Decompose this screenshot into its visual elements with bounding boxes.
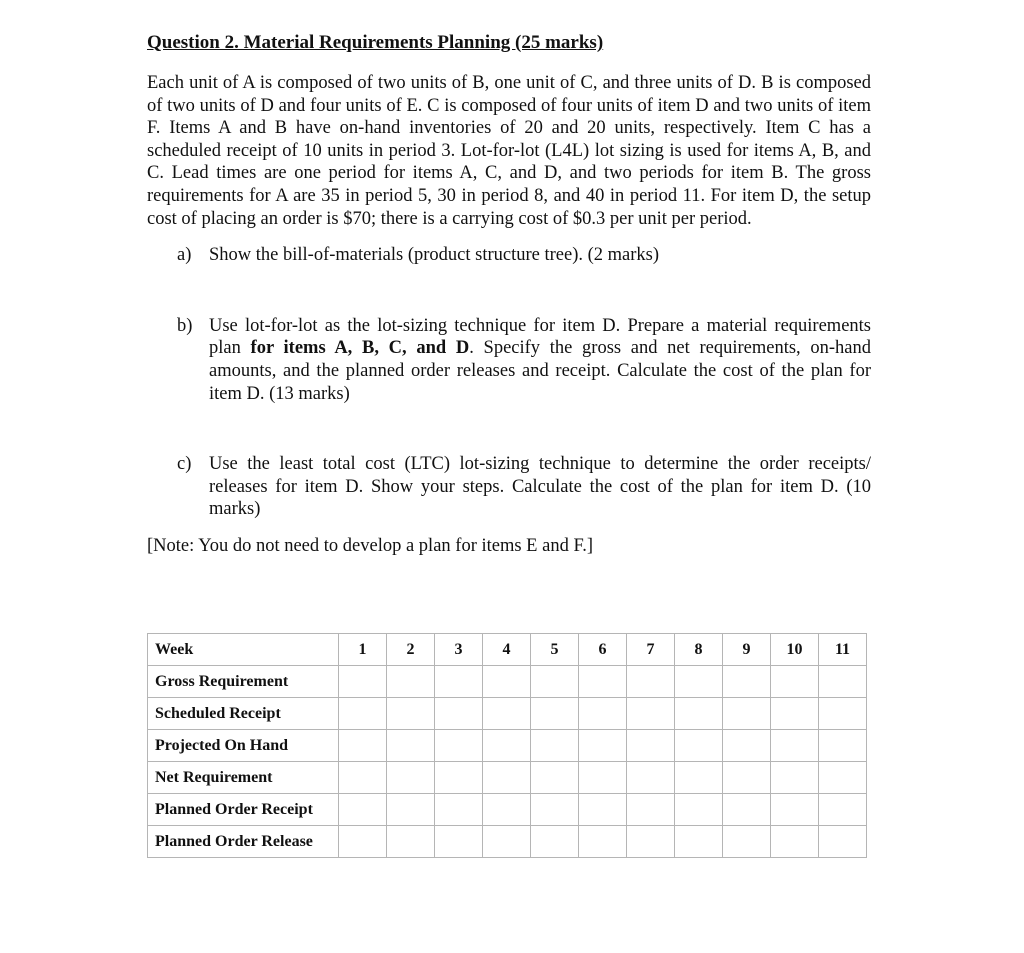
- table-cell: [627, 666, 675, 698]
- week-header-2: 2: [387, 634, 435, 666]
- table-cell: [627, 730, 675, 762]
- week-header-1: 1: [339, 634, 387, 666]
- question-intro: Each unit of A is composed of two units of B, one unit of C, and three units of D. B is composed of two units of D and four units of E. C is composed of four units of item D and two units of item F. Items A and B have on-hand inventories of 20 and 20 units, respectively. Item C has a scheduled receipt of 10 units in period 3. Lot-for-lot (L4L) lot sizing is used for items A, B, and C. Lead times are one period for items A, C, and D, and two periods for item B. The gross requirements for A are 35 in period 5, 30 in period 8, and 40 in period 11. For item D, the setup cost of placing an order is $70; there is a carrying cost of $0.3 per unit per period.: [147, 73, 871, 229]
- table-cell: [339, 730, 387, 762]
- part-c: [177, 453, 871, 521]
- table-cell: [771, 794, 819, 826]
- week-header-3: 3: [435, 634, 483, 666]
- table-cell: [819, 730, 867, 762]
- table-cell: [723, 762, 771, 794]
- table-cell: [435, 826, 483, 858]
- mrp-header-row: [148, 634, 867, 666]
- table-cell: [675, 666, 723, 698]
- table-cell: [819, 826, 867, 858]
- row-label: Projected On Hand: [148, 730, 339, 762]
- mrp-table: [147, 633, 867, 858]
- part-a-label: a): [177, 245, 192, 266]
- part-b-text-bold: for items A, B, C, and D: [250, 338, 470, 359]
- table-cell: [531, 826, 579, 858]
- table-cell: [627, 762, 675, 794]
- table-cell: [723, 826, 771, 858]
- part-b-text-end: . Specify the gross and net requirements, on-hand amounts, and the planned order releases and receipt. Calculate the cost of the plan for item D. (13 marks): [209, 338, 871, 404]
- week-header-7: 7: [627, 634, 675, 666]
- week-header-9: 9: [723, 634, 771, 666]
- table-cell: [675, 730, 723, 762]
- table-cell: [483, 666, 531, 698]
- table-cell: [723, 794, 771, 826]
- table-cell: [483, 698, 531, 730]
- table-cell: [819, 698, 867, 730]
- question-title: Question 2. Material Requirements Planning (25 marks): [147, 32, 604, 53]
- table-cell: [723, 666, 771, 698]
- row-net-requirement: [148, 762, 867, 794]
- table-cell: [531, 730, 579, 762]
- part-c-text: Use the least total cost (LTC) lot-sizing technique to determine the order receipts/ releases for item D. Show your steps. Calculate the cost of the plan for item D. (10 marks): [209, 454, 871, 520]
- row-scheduled-receipt: [148, 698, 867, 730]
- table-cell: [675, 698, 723, 730]
- table-cell: [483, 794, 531, 826]
- table-cell: [771, 826, 819, 858]
- table-cell: [531, 762, 579, 794]
- row-planned-order-receipt: [148, 794, 867, 826]
- part-a-text: Show the bill-of-materials (product structure tree). (2 marks): [209, 245, 660, 266]
- table-cell: [339, 826, 387, 858]
- table-cell: [531, 666, 579, 698]
- table-cell: [627, 794, 675, 826]
- table-cell: [819, 794, 867, 826]
- week-header-8: 8: [675, 634, 723, 666]
- table-cell: [771, 762, 819, 794]
- table-cell: [387, 762, 435, 794]
- part-b-label: b): [177, 315, 193, 336]
- week-header-4: 4: [483, 634, 531, 666]
- week-header-10: 10: [771, 634, 819, 666]
- row-label: Planned Order Release: [148, 826, 339, 858]
- table-cell: [435, 666, 483, 698]
- table-cell: [435, 794, 483, 826]
- row-label: Gross Requirement: [148, 666, 339, 698]
- table-cell: [387, 698, 435, 730]
- table-cell: [531, 794, 579, 826]
- table-cell: [339, 666, 387, 698]
- table-cell: [771, 730, 819, 762]
- table-cell: [771, 698, 819, 730]
- row-label: Planned Order Receipt: [148, 794, 339, 826]
- table-cell: [531, 698, 579, 730]
- row-planned-order-release: [148, 826, 867, 858]
- week-header-label: Week: [148, 634, 339, 666]
- table-cell: [771, 666, 819, 698]
- row-label: Scheduled Receipt: [148, 698, 339, 730]
- table-cell: [819, 666, 867, 698]
- table-cell: [675, 762, 723, 794]
- week-header-11: 11: [819, 634, 867, 666]
- part-c-label: c): [177, 454, 192, 475]
- table-cell: [579, 730, 627, 762]
- table-cell: [579, 826, 627, 858]
- part-b: [177, 315, 871, 405]
- table-cell: [387, 794, 435, 826]
- table-cell: [435, 762, 483, 794]
- table-cell: [435, 730, 483, 762]
- table-cell: [819, 762, 867, 794]
- row-label: Net Requirement: [148, 762, 339, 794]
- table-cell: [387, 730, 435, 762]
- table-cell: [675, 826, 723, 858]
- part-a: [177, 244, 871, 267]
- part-b-text-start: Use lot-for-lot as the lot-sizing technique for item D. Prepare a material requirements plan: [209, 315, 871, 359]
- table-cell: [627, 826, 675, 858]
- part-b-text: [209, 315, 871, 405]
- table-cell: [579, 794, 627, 826]
- table-cell: [483, 730, 531, 762]
- note: [Note: You do not need to develop a plan for items E and F.]: [147, 535, 594, 556]
- table-cell: [579, 762, 627, 794]
- table-cell: [627, 698, 675, 730]
- table-cell: [387, 826, 435, 858]
- week-header-5: 5: [531, 634, 579, 666]
- table-cell: [579, 698, 627, 730]
- table-cell: [387, 666, 435, 698]
- question-document: [147, 30, 871, 558]
- table-cell: [435, 698, 483, 730]
- table-cell: [339, 698, 387, 730]
- row-gross-requirement: [148, 666, 867, 698]
- table-cell: [339, 762, 387, 794]
- table-cell: [723, 730, 771, 762]
- table-cell: [483, 762, 531, 794]
- table-cell: [339, 794, 387, 826]
- row-projected-on-hand: [148, 730, 867, 762]
- table-cell: [579, 666, 627, 698]
- table-cell: [723, 698, 771, 730]
- week-header-6: 6: [579, 634, 627, 666]
- table-cell: [483, 826, 531, 858]
- table-cell: [675, 794, 723, 826]
